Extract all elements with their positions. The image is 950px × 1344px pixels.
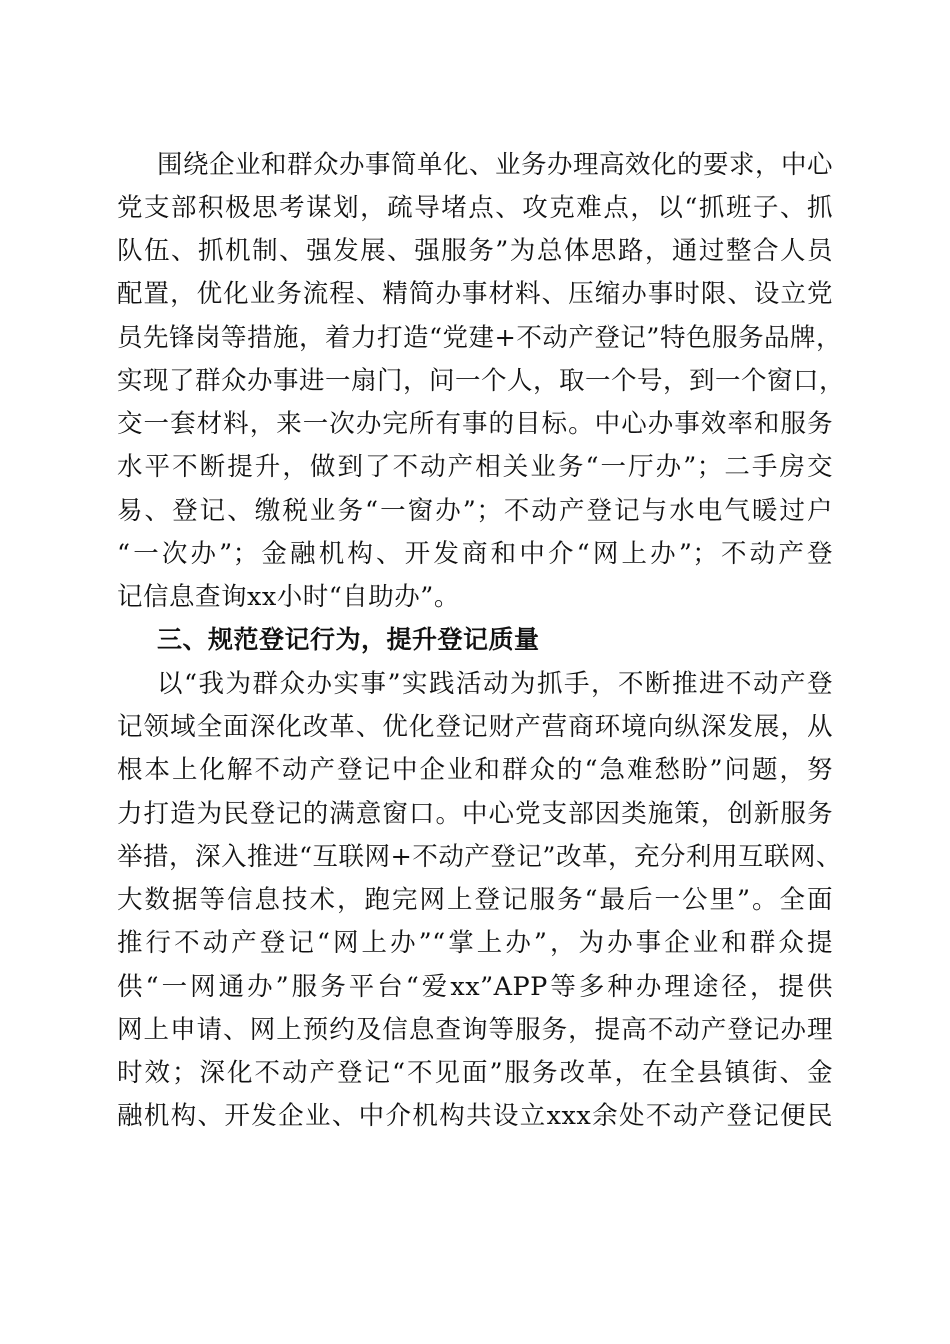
paragraph2-line-1: 以“我为群众办实事”实践活动为抓手，不断推进不动产登 xyxy=(157,669,833,699)
paragraph1-line-4: 配置，优化业务流程、精简办事材料、压缩办事时限、设立党 xyxy=(117,279,833,309)
paragraph2-line-5: 举措，深入推进“互联网+不动产登记”改革，充分利用互联网、 xyxy=(117,842,842,872)
paragraph1-line-10: “一次办”；金融机构、开发商和中介“网上办”；不动产登 xyxy=(117,539,833,569)
paragraph1-line-3: 队伍、抓机制、强发展、强服务”为总体思路，通过整合人员 xyxy=(117,236,833,266)
paragraph1-line-6: 实现了群众办事进一扇门，问一个人，取一个号，到一个窗口， xyxy=(117,366,846,396)
paragraph1-line-9: 易、登记、缴税业务“一窗办”；不动产登记与水电气暖过户 xyxy=(117,496,833,526)
paragraph2-line-3: 根本上化解不动产登记中企业和群众的“急难愁盼”问题，努 xyxy=(117,755,833,785)
paragraph2-line-4: 力打造为民登记的满意窗口。中心党支部因类施策，创新服务 xyxy=(117,799,833,829)
paragraph1-line-8: 水平不断提升，做到了不动产相关业务“一厅办”；二手房交 xyxy=(117,452,833,482)
paragraph2-line-2: 记领域全面深化改革、优化登记财产营商环境向纵深发展，从 xyxy=(117,712,833,742)
paragraph1-line-7: 交一套材料，来一次办完所有事的目标。中心办事效率和服务 xyxy=(117,409,833,439)
paragraph2-line-7: 推行不动产登记“网上办”“掌上办”，为办事企业和群众提 xyxy=(117,928,833,958)
paragraph1-line-1: 围绕企业和群众办事简单化、业务办理高效化的要求，中心 xyxy=(157,150,834,180)
paragraph2-line-8: 供“一网通办”服务平台“爱xx”APP等多种办理途径，提供 xyxy=(117,972,833,1002)
paragraph2-line-6: 大数据等信息技术，跑完网上登记服务“最后一公里”。全面 xyxy=(117,885,833,915)
paragraph2-line-9: 网上申请、网上预约及信息查询等服务，提高不动产登记办理 xyxy=(117,1015,833,1045)
section-heading: 三、规范登记行为，提升登记质量 xyxy=(157,625,540,654)
paragraph1-line-5: 员先锋岗等措施，着力打造“党建+不动产登记”特色服务品牌， xyxy=(117,323,842,353)
paragraph2-line-11: 融机构、开发企业、中介机构共设立xxx余处不动产登记便民 xyxy=(117,1101,833,1131)
paragraph2-line-10: 时效；深化不动产登记“不见面”服务改革，在全县镇街、金 xyxy=(117,1058,833,1088)
paragraph1-line-2: 党支部积极思考谋划，疏导堵点、攻克难点，以“抓班子、抓 xyxy=(117,193,833,223)
paragraph1-line-11: 记信息查询xx小时“自助办”。 xyxy=(117,582,460,612)
